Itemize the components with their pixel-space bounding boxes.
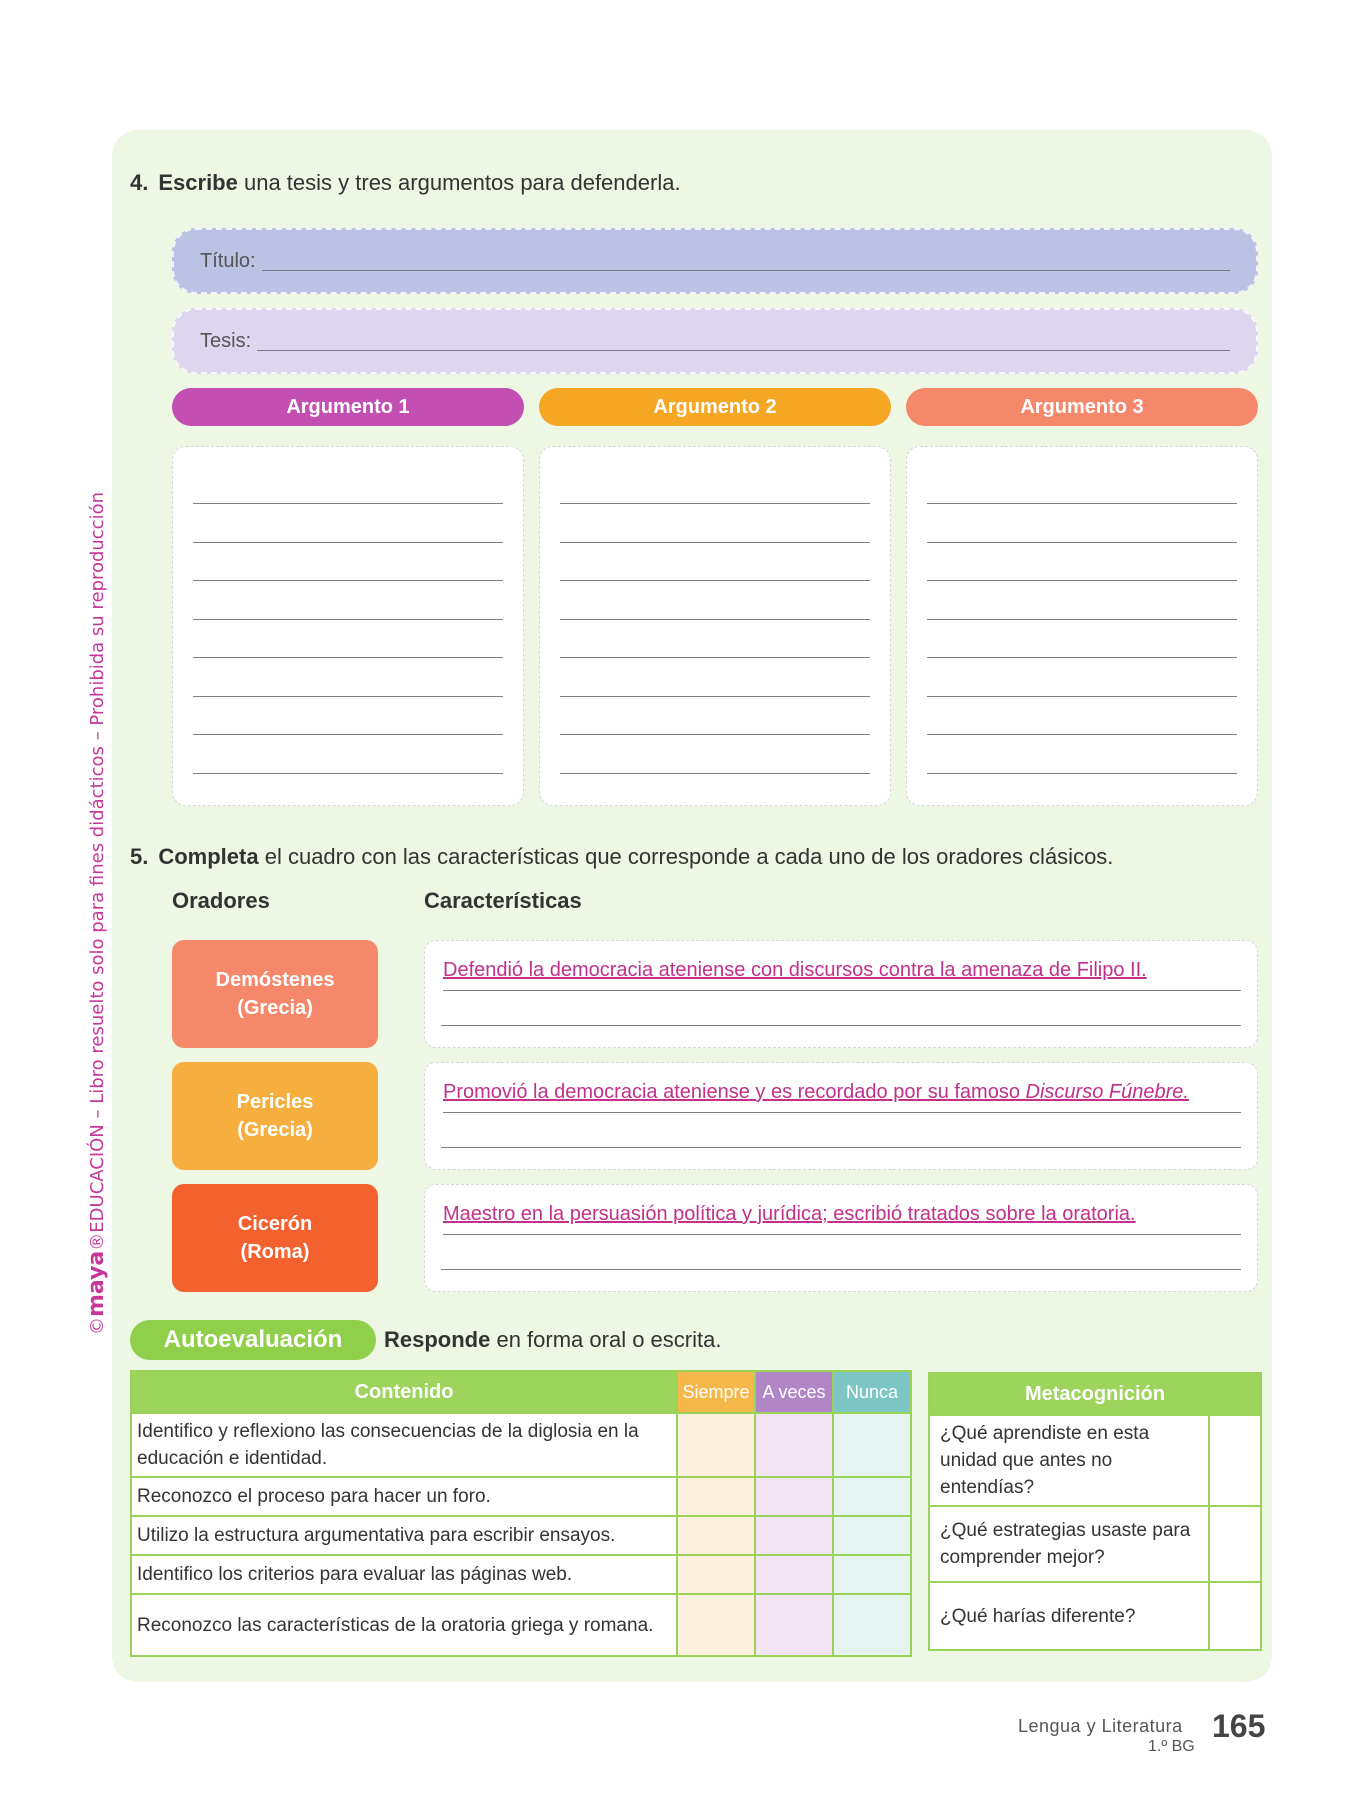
header-nunca: Nunca [833,1371,911,1413]
question-4 [130,170,681,196]
tesis-field[interactable] [172,308,1258,374]
table-row [131,1516,911,1555]
write-line[interactable] [560,542,870,543]
header-contenido: Contenido [131,1371,677,1413]
titulo-label: Título: [200,249,256,272]
argumento-1-header: Argumento 1 [172,388,524,426]
table-row [929,1582,1261,1650]
nunca-cell[interactable] [833,1413,911,1477]
characteristics-answer[interactable] [443,959,1241,991]
header-metacognicion: Metacognición [929,1373,1261,1415]
meta-question: ¿Qué harías diferente? [929,1582,1209,1650]
write-line[interactable] [193,773,503,774]
a-veces-cell[interactable] [755,1477,833,1516]
orator-origin: (Grecia) [237,1119,313,1141]
tesis-write-line[interactable] [257,331,1230,351]
table-row [131,1477,911,1516]
question-text: una tesis y tres argumentos para defenderla. [237,170,681,195]
oradores-heading: Oradores [172,888,270,913]
table-row [131,1594,911,1656]
write-line[interactable] [441,1147,1241,1148]
write-line[interactable] [927,542,1237,543]
write-line[interactable] [927,503,1237,504]
characteristics-box-demostenes[interactable] [424,940,1258,1048]
table-row [929,1506,1261,1582]
question-verb: Completa [158,844,259,869]
write-line[interactable] [441,1269,1241,1270]
orator-name: Cicerón [237,1213,313,1235]
nunca-cell[interactable] [833,1555,911,1594]
write-line[interactable] [441,1025,1241,1026]
answer-italic: Discurso Fúnebre. [1025,1081,1189,1103]
write-line[interactable] [193,503,503,504]
header-a-veces: A veces [755,1371,833,1413]
nunca-cell[interactable] [833,1594,911,1656]
row-description: Identifico y reflexiono las consecuencias de la diglosia en la educación e identidad. [131,1413,677,1477]
orator-ciceron [172,1184,378,1292]
titulo-write-line[interactable] [262,251,1230,271]
table-row [131,1413,911,1477]
side-credit [84,492,109,1335]
brand-logo: maya [84,1250,109,1317]
answer-cell[interactable] [1209,1506,1261,1582]
orator-demostenes [172,940,378,1048]
write-line[interactable] [193,734,503,735]
row-description: Reconozco las características de la oratoria griega y romana. [131,1594,677,1656]
footer-subject: Lengua y Literatura [1018,1716,1183,1736]
instruction-text: en forma oral o escrita. [490,1327,722,1352]
a-veces-cell[interactable] [755,1516,833,1555]
write-line[interactable] [927,657,1237,658]
siempre-cell[interactable] [677,1477,755,1516]
write-line[interactable] [927,619,1237,620]
credit-text: EDUCACIÓN – Libro resuelto solo para fines didácticos – Prohibida su reproducción [87,491,108,1233]
siempre-cell[interactable] [677,1555,755,1594]
argumento-2-box[interactable] [539,446,891,806]
metacognition-table [928,1372,1262,1651]
autoevaluacion-badge: Autoevaluación [130,1320,376,1360]
characteristics-answer[interactable] [443,1203,1241,1235]
siempre-cell[interactable] [677,1594,755,1656]
header-siempre: Siempre [677,1371,755,1413]
siempre-cell[interactable] [677,1516,755,1555]
answer-cell[interactable] [1209,1582,1261,1650]
write-line[interactable] [560,619,870,620]
autoevaluacion-instruction [384,1327,721,1353]
characteristics-answer[interactable] [443,1081,1241,1113]
write-line[interactable] [193,542,503,543]
registered-symbol: ® [87,1232,108,1251]
siempre-cell[interactable] [677,1413,755,1477]
question-text: el cuadro con las características que corresponde a cada uno de los oradores clásicos. [258,844,1114,869]
argumento-3-box[interactable] [906,446,1258,806]
a-veces-cell[interactable] [755,1555,833,1594]
row-description: Utilizo la estructura argumentativa para escribir ensayos. [131,1516,677,1555]
nunca-cell[interactable] [833,1477,911,1516]
meta-question: ¿Qué aprendiste en esta unidad que antes no entendías? [929,1415,1209,1506]
footer-grade: 1.º BG [1148,1738,1195,1755]
question-number: 4. [130,170,149,195]
orator-origin: (Grecia) [237,997,313,1019]
orator-pericles [172,1062,378,1170]
a-veces-cell[interactable] [755,1413,833,1477]
titulo-field[interactable] [172,228,1258,294]
question-verb: Escribe [158,170,238,195]
write-line[interactable] [193,580,503,581]
write-line[interactable] [193,696,503,697]
write-line[interactable] [927,773,1237,774]
question-number: 5. [130,844,149,869]
write-line[interactable] [560,773,870,774]
write-line[interactable] [927,696,1237,697]
write-line[interactable] [193,619,503,620]
row-description: Reconozco el proceso para hacer un foro. [131,1477,677,1516]
a-veces-cell[interactable] [755,1594,833,1656]
write-line[interactable] [193,657,503,658]
table-row [929,1415,1261,1506]
write-line[interactable] [927,734,1237,735]
characteristics-box-ciceron[interactable] [424,1184,1258,1292]
meta-question: ¿Qué estrategias usaste para comprender mejor? [929,1506,1209,1582]
write-line[interactable] [560,503,870,504]
self-evaluation-table [130,1370,912,1657]
orator-origin: (Roma) [240,1241,310,1263]
copyright-symbol: © [87,1317,108,1335]
table-row [131,1555,911,1594]
argumento-1-box[interactable] [172,446,524,806]
answer-text: Promovió la democracia ateniense y es recordado por su famoso [443,1081,1026,1103]
answer-cell[interactable] [1209,1415,1261,1506]
question-5 [130,844,1113,870]
answer-text: Defendió la democracia ateniense con discursos contra la amenaza de Filipo II. [443,959,1147,981]
nunca-cell[interactable] [833,1516,911,1555]
answer-text: Maestro en la persuasión política y jurídica; escribió tratados sobre la oratoria. [443,1203,1136,1225]
orator-name: Demóstenes [215,969,335,991]
write-line[interactable] [927,580,1237,581]
instruction-verb: Responde [384,1327,491,1352]
write-line[interactable] [560,734,870,735]
tesis-label: Tesis: [200,329,252,352]
page-number: 165 [1212,1708,1266,1744]
write-line[interactable] [560,580,870,581]
argumento-3-header: Argumento 3 [906,388,1258,426]
caracteristicas-heading: Características [424,888,582,913]
orator-name: Pericles [236,1091,314,1113]
characteristics-box-pericles[interactable] [424,1062,1258,1170]
write-line[interactable] [560,657,870,658]
write-line[interactable] [560,696,870,697]
argumento-2-header: Argumento 2 [539,388,891,426]
row-description: Identifico los criterios para evaluar las páginas web. [131,1555,677,1594]
